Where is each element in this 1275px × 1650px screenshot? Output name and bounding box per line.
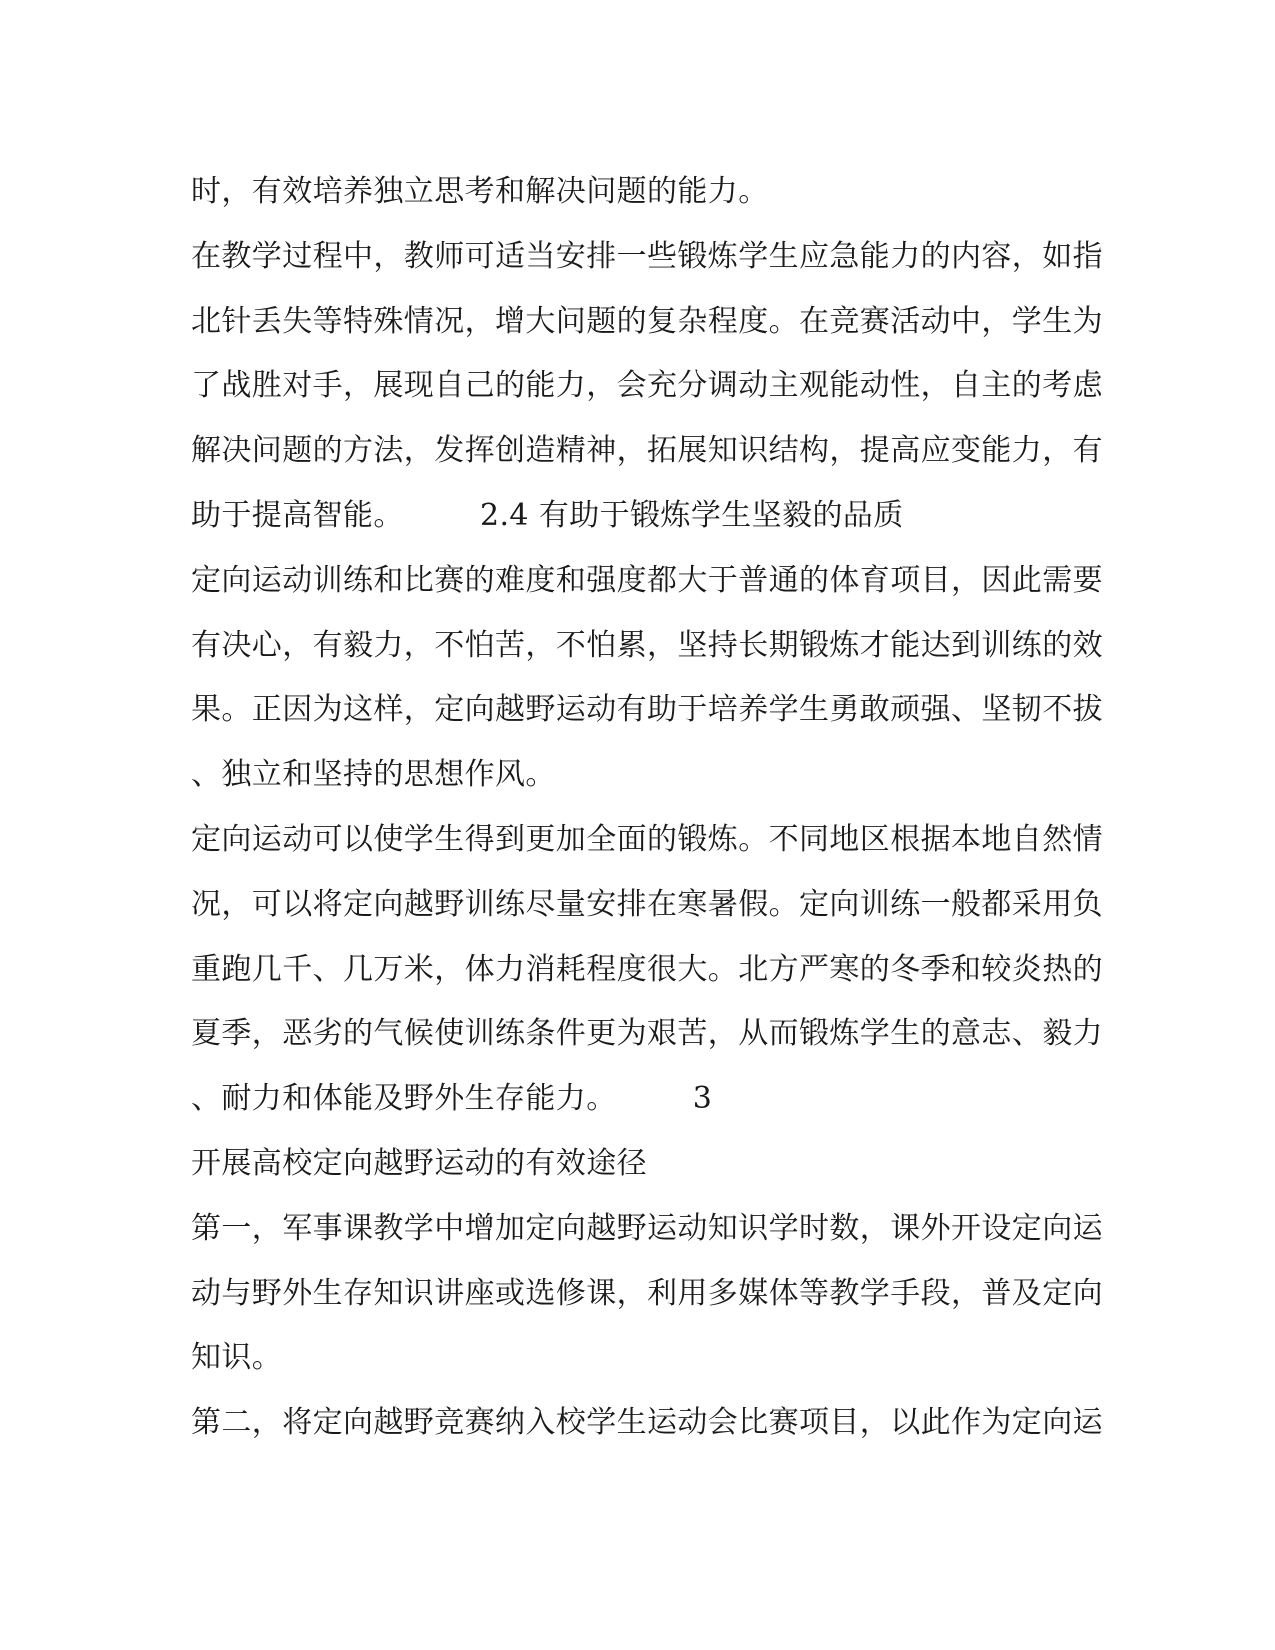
text-line: 况，可以将定向越野训练尽量安排在寒暑假。定向训练一般都采用负: [191, 886, 1103, 922]
text-line: 果。正因为这样，定向越野运动有助于培养学生勇敢顽强、坚韧不拔: [191, 692, 1103, 728]
text-line: 定向运动训练和比赛的难度和强度都大于普通的体育项目，因此需要: [191, 562, 1103, 598]
text-line: 时，有效培养独立思考和解决问题的能力。: [191, 174, 769, 209]
text-line: 、耐力和体能及野外生存能力。 3: [191, 1081, 713, 1117]
text-line: 了战胜对手，展现自己的能力，会充分调动主观能动性，自主的考虑: [191, 368, 1103, 404]
section-heading-line: 开展高校定向越野运动的有效途径: [191, 1145, 647, 1181]
section-heading-line: 助于提高智能。 2.4 有助于锻炼学生坚毅的品质: [191, 497, 904, 533]
text-line: 、独立和坚持的思想作风。: [191, 757, 556, 793]
text-line: 动与野外生存知识讲座或选修课，利用多媒体等教学手段，普及定向: [191, 1275, 1103, 1311]
text-line: 北针丢失等特殊情况，增大问题的复杂程度。在竞赛活动中，学生为: [191, 303, 1103, 339]
text-line: 第二，将定向越野竞赛纳入校学生运动会比赛项目，以此作为定向运: [191, 1405, 1103, 1441]
text-line: 定向运动可以使学生得到更加全面的锻炼。不同地区根据本地自然情: [191, 821, 1103, 857]
text-line: 有决心，有毅力，不怕苦，不怕累，坚持长期锻炼才能达到训练的效: [191, 627, 1103, 663]
text-line: 重跑几千、几万米，体力消耗程度很大。北方严寒的冬季和较炎热的: [191, 951, 1103, 987]
text-line: 在教学过程中，教师可适当安排一些锻炼学生应急能力的内容，如指: [191, 238, 1103, 274]
text-line: 夏季，恶劣的气候使训练条件更为艰苦，从而锻炼学生的意志、毅力: [191, 1016, 1103, 1052]
document-body: [191, 160, 1103, 1456]
text-line: 知识。: [191, 1340, 283, 1376]
text-line: 第一，军事课教学中增加定向越野运动知识学时数，课外开设定向运: [191, 1210, 1103, 1246]
text-line: 解决问题的方法，发挥创造精神，拓展知识结构，提高应变能力，有: [191, 433, 1103, 469]
